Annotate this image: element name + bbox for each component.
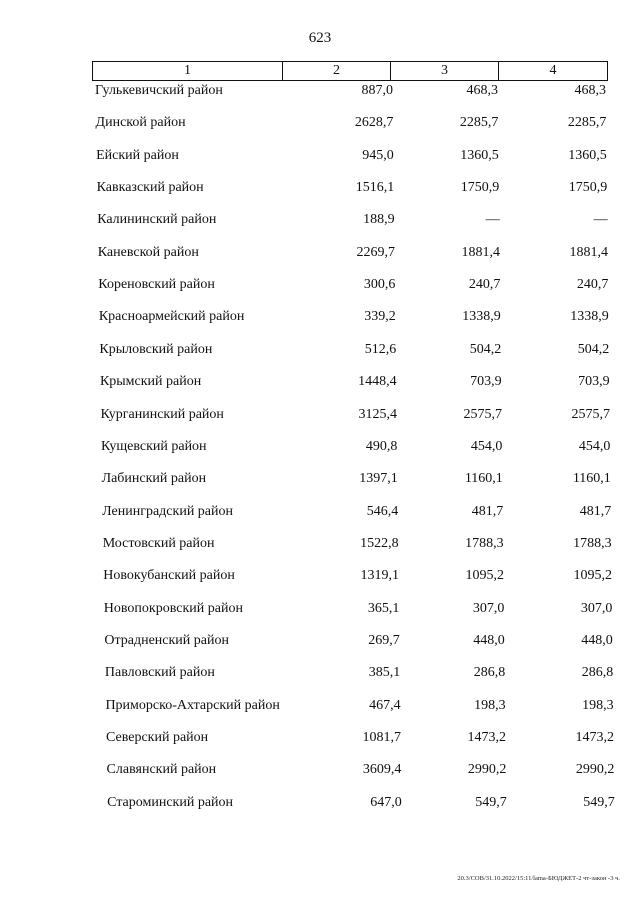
value-column-2: 490,8	[365, 438, 398, 454]
value-column-4: 481,7	[579, 503, 612, 519]
value-column-2: 365,1	[367, 600, 400, 616]
value-column-2: 1319,1	[360, 568, 399, 584]
table-row	[0, 407, 640, 427]
table-row	[0, 762, 640, 782]
value-column-3: 1473,2	[467, 730, 506, 745]
value-column-3: 2285,7	[459, 115, 499, 131]
district-name: Староминский район	[107, 794, 234, 810]
table-row	[0, 504, 640, 524]
district-name: Славянский район	[106, 762, 217, 778]
value-column-3: 307,0	[472, 600, 505, 616]
table-row	[0, 115, 640, 135]
value-column-2: 1516,1	[355, 180, 395, 196]
value-column-2: 467,4	[369, 697, 401, 713]
value-column-4: 2285,7	[567, 115, 607, 131]
value-column-3: —	[485, 212, 500, 228]
value-column-3: 286,8	[473, 665, 506, 681]
value-column-3: 1881,4	[461, 244, 500, 260]
table-row	[0, 83, 640, 103]
value-column-2: 269,7	[368, 632, 400, 648]
value-column-4: 468,3	[574, 83, 606, 98]
district-name: Кавказский район	[96, 180, 204, 196]
value-column-2: 1522,8	[360, 535, 399, 551]
header-cell-4: 4	[549, 63, 557, 78]
district-name: Динской район	[95, 115, 186, 131]
value-column-4: 549,7	[583, 794, 615, 810]
value-column-4: —	[593, 212, 608, 228]
table-row	[0, 471, 640, 491]
value-column-3: 448,0	[473, 632, 505, 648]
value-column-3: 481,7	[471, 503, 504, 519]
header-cell-3: 3	[391, 62, 499, 80]
value-column-4: 504,2	[577, 341, 610, 357]
value-column-3: 198,3	[474, 697, 506, 713]
value-column-2: 887,0	[361, 83, 393, 98]
district-name: Лабинский район	[101, 471, 207, 487]
table-row	[0, 536, 640, 556]
header-cell-1: 1	[93, 62, 283, 80]
value-column-3: 454,0	[470, 438, 503, 454]
table-row	[0, 309, 640, 329]
value-column-3: 1750,9	[460, 180, 500, 196]
table-row	[0, 698, 640, 718]
district-name: Ленинградский район	[102, 503, 234, 519]
value-column-3: 2575,7	[463, 406, 502, 422]
value-column-4: 1160,1	[572, 471, 611, 487]
value-column-2: 1448,4	[358, 374, 397, 390]
value-column-2: 1081,7	[362, 730, 401, 745]
table-row	[0, 148, 640, 168]
footer-document-code: 20.3/СОВ/31.10.2022/15:11/lama-БЮДЖЕТ-2 чт-закон -3 ч.	[457, 875, 620, 882]
district-name: Кущевский район	[101, 438, 207, 454]
table-row	[0, 277, 640, 297]
district-name: Красноармейский район	[98, 309, 245, 325]
district-name: Кореновский район	[98, 277, 215, 293]
district-name: Павловский район	[104, 665, 215, 681]
value-column-3: 549,7	[475, 794, 507, 810]
table-row	[0, 180, 640, 200]
table-row	[0, 601, 640, 621]
district-name: Курганинский район	[100, 406, 224, 422]
district-name: Новопокровский район	[103, 600, 243, 616]
table-row	[0, 439, 640, 459]
district-name: Ейский район	[96, 147, 179, 163]
value-column-3: 468,3	[466, 83, 498, 98]
district-name: Крыловский район	[99, 341, 213, 357]
table-row	[0, 245, 640, 265]
value-column-2: 188,9	[363, 212, 395, 228]
value-column-4: 1473,2	[575, 730, 614, 745]
value-column-2: 3125,4	[358, 406, 397, 422]
value-column-2: 647,0	[370, 794, 402, 810]
value-column-4: 307,0	[580, 600, 613, 616]
district-name: Гулькевичский район	[95, 83, 223, 98]
value-column-2: 2269,7	[356, 244, 395, 260]
value-column-2: 300,6	[363, 277, 396, 293]
table-row	[0, 342, 640, 362]
table-row	[0, 633, 640, 653]
value-column-4: 1095,2	[573, 568, 612, 584]
value-column-4: 1881,4	[569, 244, 608, 260]
value-column-4: 2575,7	[571, 406, 610, 422]
value-column-4: 448,0	[581, 632, 613, 648]
table-row	[0, 795, 640, 815]
district-name: Калининский район	[97, 212, 217, 228]
value-column-4: 1788,3	[573, 535, 612, 551]
district-name: Приморско-Ахтарский район	[105, 697, 280, 713]
value-column-2: 512,6	[364, 341, 397, 357]
district-name: Новокубанский район	[103, 568, 235, 584]
value-column-4: 1750,9	[568, 180, 608, 196]
table-row	[0, 665, 640, 685]
value-column-3: 504,2	[469, 341, 502, 357]
value-column-2: 385,1	[368, 665, 401, 681]
table-row	[0, 212, 640, 232]
value-column-3: 2990,2	[467, 762, 507, 778]
value-column-2: 339,2	[364, 309, 396, 325]
value-column-3: 703,9	[470, 374, 502, 390]
value-column-4: 286,8	[581, 665, 614, 681]
value-column-4: 240,7	[576, 277, 609, 293]
district-name: Северский район	[106, 730, 209, 745]
district-name: Крымский район	[99, 374, 202, 390]
value-column-4: 2990,2	[575, 762, 615, 778]
value-column-2: 3609,4	[362, 762, 402, 778]
value-column-4: 198,3	[582, 697, 614, 713]
table-row	[0, 730, 640, 750]
table-row	[0, 374, 640, 394]
value-column-3: 240,7	[468, 277, 501, 293]
header-cell-2: 2	[283, 62, 391, 80]
value-column-3: 1338,9	[462, 309, 501, 325]
district-name: Мостовский район	[102, 535, 215, 551]
value-column-2: 546,4	[366, 503, 399, 519]
value-column-2: 2628,7	[354, 115, 394, 131]
value-column-3: 1360,5	[460, 147, 499, 163]
value-column-4: 1360,5	[568, 147, 607, 163]
page-number: 623	[308, 30, 332, 46]
value-column-4: 1338,9	[570, 309, 609, 325]
value-column-4: 454,0	[578, 438, 611, 454]
district-name: Каневской район	[97, 244, 199, 260]
table-row	[0, 568, 640, 588]
value-column-3: 1788,3	[465, 535, 504, 551]
district-name: Отрадненский район	[104, 632, 229, 648]
value-column-4: 703,9	[578, 374, 610, 390]
value-column-3: 1160,1	[464, 471, 503, 487]
value-column-2: 945,0	[362, 147, 394, 163]
value-column-2: 1397,1	[359, 471, 398, 487]
value-column-3: 1095,2	[465, 568, 504, 584]
